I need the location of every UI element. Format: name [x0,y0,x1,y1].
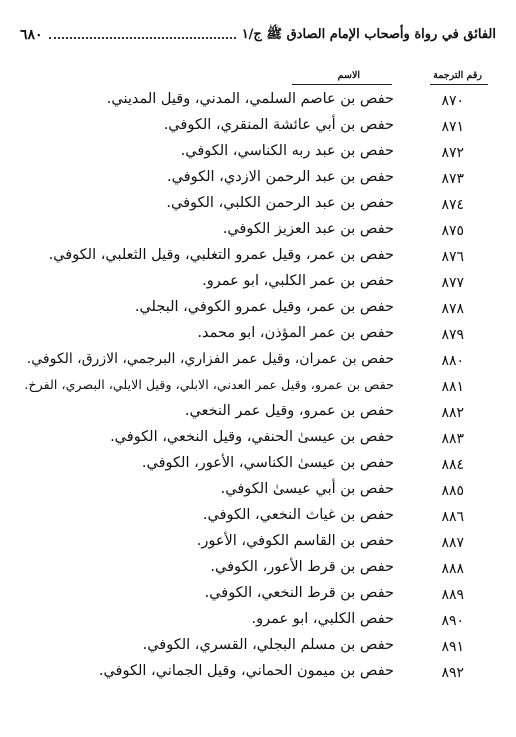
entry-row [0,195,516,221]
entry-name: حفص بن أبي عائشة المنقري، الكوفي. [163,117,394,133]
entry-number: ٨٩١ [441,639,464,655]
entry-name: حفص بن عبد الرحمن الازدي، الكوفي. [166,169,394,185]
entry-row [0,169,516,195]
entry-name: حفص بن عمر، وقيل عمرو الكوفي، البجلي. [134,299,394,315]
entry-number: ٨٧٦ [441,249,464,265]
page-number: ٦٨٠ [20,27,43,43]
leader-dots [49,37,236,39]
entry-number: ٨٨٧ [441,535,464,551]
entry-row [0,559,516,585]
entry-number: ٨٧٥ [441,223,464,239]
entry-row [0,117,516,143]
entry-name: حفص بن عمر، وقيل عمرو التغلبي، وقيل الثعلبي، الكوفي. [48,247,394,263]
entry-row [0,377,516,403]
entry-name: حفص بن عمر الكلبي، ابو عمرو. [202,273,394,289]
entry-name: حفص بن عبد ربه الكناسي، الكوفي. [180,143,394,159]
entry-name: حفص بن عمرو، وقيل عمر العدني، الابلي، وقيل الايلي، البصري، الفرخ. [24,377,394,392]
entry-row [0,533,516,559]
entry-name: حفص بن ميمون الحماني، وقيل الجماني، الكوفي. [98,663,394,679]
entry-number: ٨٨٩ [441,587,464,603]
entry-name: حفص بن عيسىٰ الحنفي، وقيل النخعي، الكوفي. [110,429,394,445]
entry-row [0,351,516,377]
entry-row [0,325,516,351]
entry-row [0,481,516,507]
entry-number: ٨٨٨ [441,561,464,577]
entry-number: ٨٩٢ [441,665,464,681]
entry-number: ٨٧٠ [441,93,464,109]
entry-number: ٨٩٠ [441,613,464,629]
entry-row [0,637,516,663]
entry-number: ٨٧٤ [441,197,464,213]
entry-number: ٨٨٦ [441,509,464,525]
entry-row [0,273,516,299]
entry-name: حفص بن عمران، وقيل عمر الفزاري، البرجمي، الازرق، الكوفي. [26,351,394,367]
entry-number: ٨٨٢ [441,405,464,421]
entry-name: حفص بن قرط النخعي، الكوفي. [204,585,394,601]
entry-row [0,403,516,429]
entry-number: ٨٨٥ [441,483,464,499]
entry-number: ٨٨٣ [441,431,464,447]
entry-number: ٨٧٢ [441,145,464,161]
running-header [20,24,496,46]
entry-row [0,663,516,689]
entry-row [0,455,516,481]
entry-name: حفص بن عبد العزيز الكوفي. [222,221,394,237]
entry-row [0,611,516,637]
entry-name: حفص بن عبد الرحمن الكلبي، الكوفي. [166,195,394,211]
entry-name: حفص بن عاصم السلمي، المدني، وقيل المديني. [106,91,394,107]
entry-number: ٨٨٤ [441,457,464,473]
number-header-rule [430,84,488,85]
column-headers [0,70,516,88]
number-column-header: رقم الترجمة [433,70,482,81]
entry-number: ٨٧٣ [441,171,464,187]
entry-number: ٨٧١ [441,119,464,135]
entry-number: ٨٨٠ [441,353,464,369]
entry-name: حفص الكلبي، ابو عمرو. [251,611,394,627]
entry-row [0,429,516,455]
name-column-header: الاسم [337,70,360,81]
entry-row [0,585,516,611]
entry-name: حفص بن غياث النخعي، الكوفي. [202,507,394,523]
entry-row [0,507,516,533]
entry-row [0,247,516,273]
entry-number: ٨٧٨ [441,301,464,317]
entry-name: حفص بن مسلم البجلي، القسري، الكوفي. [142,637,394,653]
entry-name: حفص بن عمرو، وقيل عمر النخعي. [184,403,394,419]
entry-row [0,299,516,325]
entry-name: حفص بن عمر المؤذن، ابو محمد. [197,325,394,341]
entry-number: ٨٧٩ [441,327,464,343]
entry-name: حفص بن عيسىٰ الكناسي، الأعور، الكوفي. [141,455,394,471]
entry-name: حفص بن القاسم الكوفي، الأعور. [196,533,394,549]
entry-row [0,221,516,247]
name-header-rule [292,84,392,85]
entry-number: ٨٧٧ [441,275,464,291]
entry-row [0,143,516,169]
book-title: الفائق في رواة وأصحاب الإمام الصادق ﷺ ج/١ [241,26,496,42]
entry-name: حفص بن قرط الأعور، الكوفي. [210,559,394,575]
entry-number: ٨٨١ [441,379,464,395]
entry-row [0,91,516,117]
entry-list [0,91,516,689]
entry-name: حفص بن أبي عيسىٰ الكوفي. [220,481,394,497]
